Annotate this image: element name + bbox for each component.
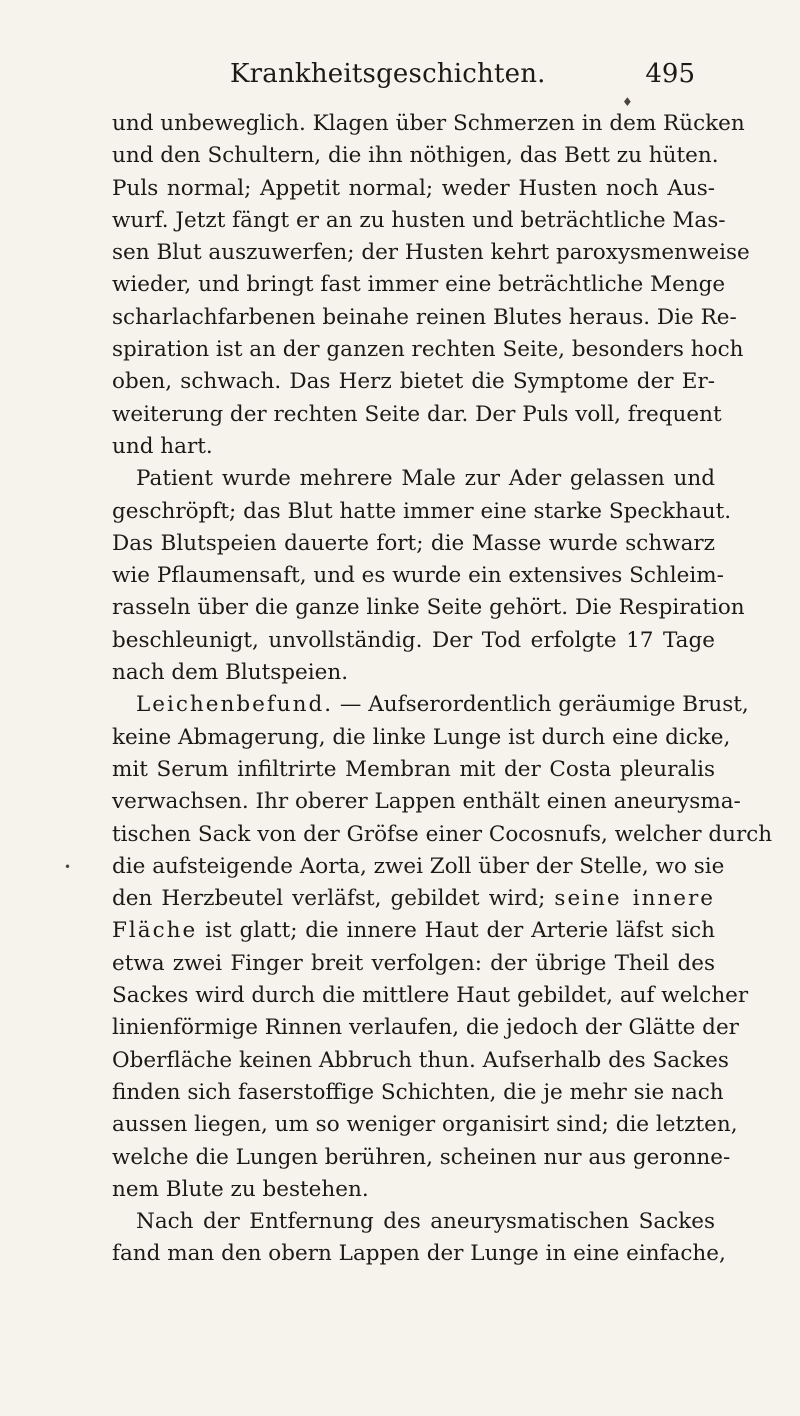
running-head — [115, 59, 715, 99]
text-line: fand man den obern Lappen der Lunge in eine einfache, — [112, 1241, 726, 1267]
text-line: beschleunigt, unvollständig. Der Tod erfolgte 17 Tage — [112, 627, 715, 653]
text-line — [112, 689, 749, 721]
text-line: wie Pflaumensaft, und es wurde ein extensives Schleim- — [112, 563, 724, 589]
text-line: weiterung der rechten Seite dar. Der Puls voll, frequent — [112, 401, 722, 427]
text-line: welche die Lungen berühren, scheinen nur aus geronne- — [112, 1144, 731, 1170]
text-line: Nach der Entfernung des aneurysmatischen Sackes — [136, 1209, 715, 1235]
text-line: spiration ist an der ganzen rechten Seite, besonders hoch — [112, 337, 744, 363]
text-line: verwachsen. Ihr oberer Lappen enthält einen aneurysma- — [112, 789, 741, 815]
running-title: Krankheitsgeschichten. — [230, 59, 546, 89]
text-line: wurf. Jetzt fängt er an zu husten und beträchtliche Mas- — [112, 207, 726, 233]
text-run: den Herzbeutel verläfst, gebildet wird; — [112, 886, 546, 912]
text-line: und hart. — [112, 433, 213, 459]
text-line: oben, schwach. Das Herz bietet die Symptome der Er- — [112, 369, 715, 395]
emphasis-seine-innere: seine innere — [554, 886, 715, 912]
text-line: linienförmige Rinnen verlaufen, die jedoch der Glätte der — [112, 1015, 739, 1041]
page-number: 495 — [645, 59, 695, 89]
text-line: aussen liegen, um so weniger organisirt sind; die letzten, — [112, 1112, 738, 1138]
text-line: Sackes wird durch die mittlere Haut gebildet, auf welcher — [112, 983, 749, 1009]
text-line: tischen Sack von der Gröfse einer Cocosnufs, welcher durch — [112, 821, 773, 847]
print-speck: • — [64, 860, 72, 874]
text-line: mit Serum infiltrirte Membran mit der Costa pleuralis — [112, 756, 715, 782]
text-line: keine Abmagerung, die linke Lunge ist durch eine dicke, — [112, 724, 731, 750]
print-speck: ♦ — [622, 95, 633, 109]
text-line: nach dem Blutspeien. — [112, 660, 349, 686]
text-line: und den Schultern, die ihn nöthigen, das Bett zu hüten. — [112, 143, 719, 169]
text-line — [112, 915, 715, 947]
text-line: rasseln über die ganze linke Seite gehört. Die Respiration — [112, 595, 745, 621]
emphasis-flaeche: Fläche — [112, 918, 198, 944]
text-run: ist glatt; die innere Haut der Arterie läfst sich — [205, 918, 715, 944]
text-line — [112, 883, 715, 915]
text-line: nem Blute zu bestehen. — [112, 1176, 369, 1202]
text-line: finden sich faserstoffige Schichten, die je mehr sie nach — [112, 1079, 724, 1105]
text-line: Oberfläche keinen Abbruch thun. Aufserhalb des Sackes — [112, 1047, 729, 1073]
text-line: sen Blut auszuwerfen; der Husten kehrt paroxysmenweise — [112, 240, 750, 266]
text-line: geschröpft; das Blut hatte immer eine starke Speckhaut. — [112, 498, 732, 524]
text-line: scharlachfarbenen beinahe reinen Blutes heraus. Die Re- — [112, 304, 737, 330]
section-heading-leichenbefund: Leichenbefund. — [136, 692, 334, 718]
text-line: die aufsteigende Aorta, zwei Zoll über der Stelle, wo sie — [112, 853, 725, 879]
text-line: Patient wurde mehrere Male zur Ader gelassen und — [136, 466, 715, 492]
text-run: — Aufserordentlich geräumige Brust, — [339, 692, 749, 718]
text-line: wieder, und bringt fast immer eine beträchtliche Menge — [112, 272, 726, 298]
body-text — [112, 108, 773, 1271]
text-line: Puls normal; Appetit normal; weder Husten noch Aus- — [112, 175, 715, 201]
text-line: etwa zwei Finger breit verfolgen: der übrige Theil des — [112, 950, 715, 976]
text-line: und unbeweglich. Klagen über Schmerzen in dem Rücken — [112, 111, 745, 136]
text-line: Das Blutspeien dauerte fort; die Masse wurde schwarz — [112, 530, 715, 556]
